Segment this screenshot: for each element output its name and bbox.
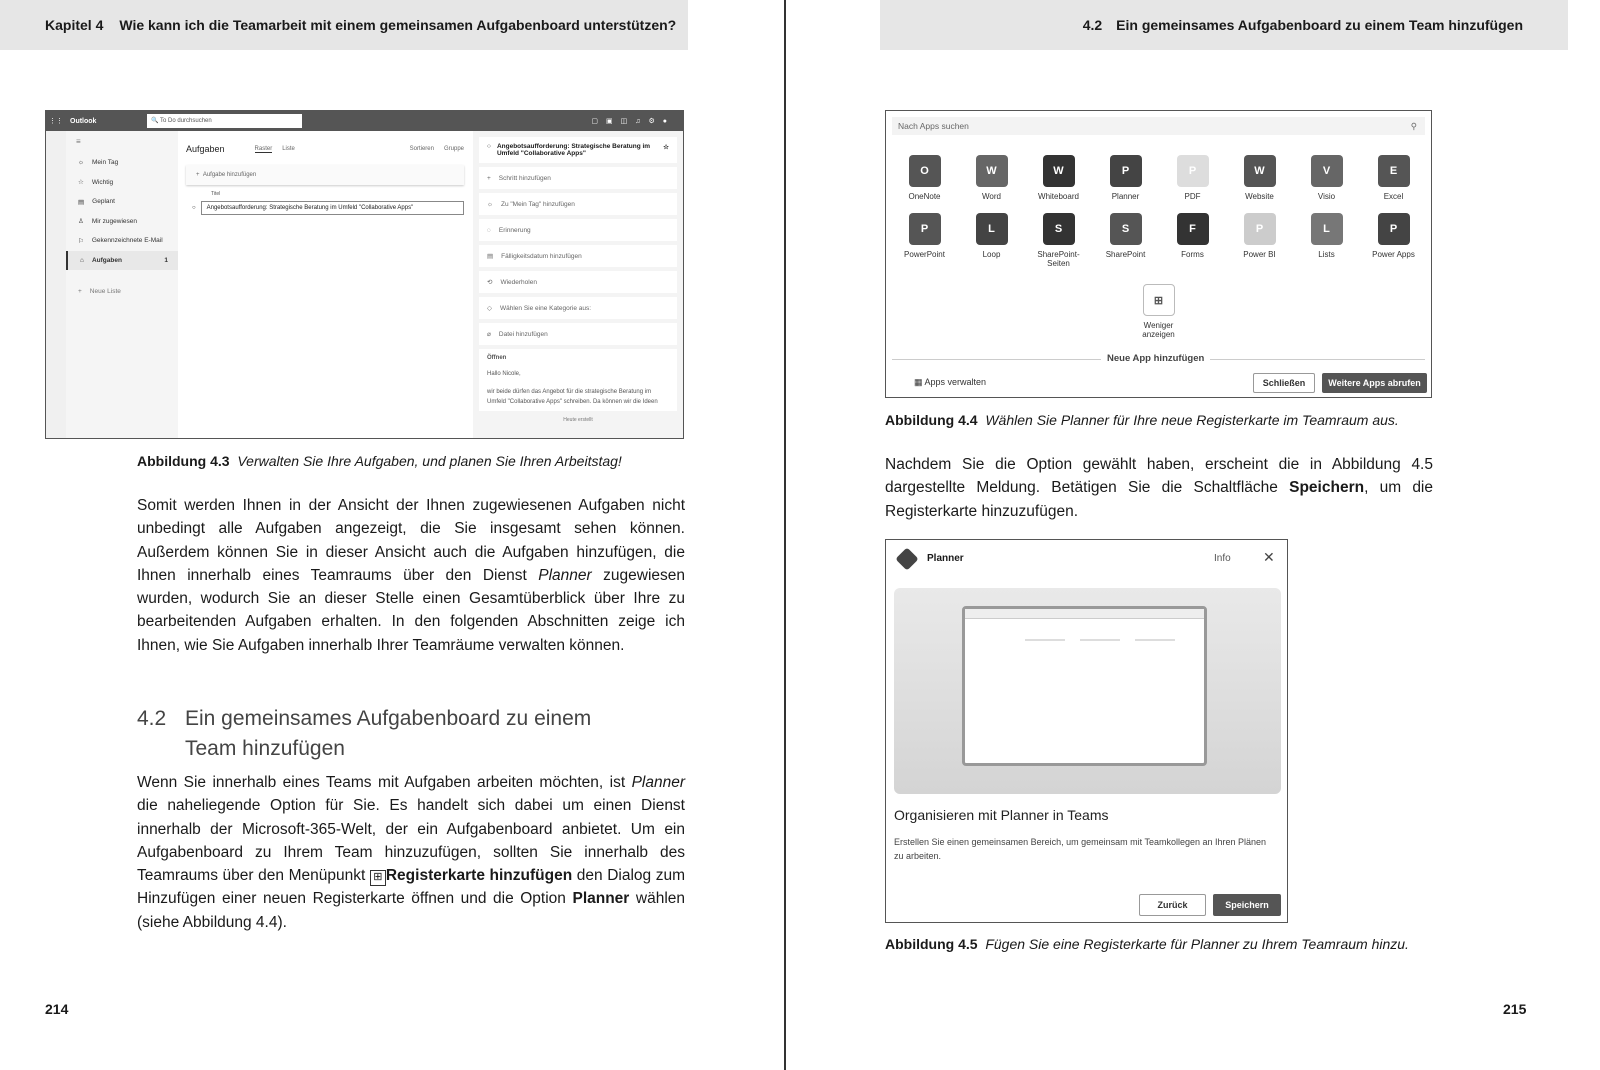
app-label: Planner (1111, 192, 1140, 201)
app-name: Outlook (70, 117, 97, 125)
app-label: SharePoint (1105, 250, 1146, 259)
app-tile-pdf[interactable] (1159, 155, 1226, 201)
add-tab-icon: ⊞ (370, 870, 386, 886)
nav-aufgaben[interactable]: ⌂ Aufgaben 1 (66, 251, 178, 271)
app-tile-forms[interactable] (1159, 213, 1226, 268)
nav-mein-tag[interactable]: ☼ Mein Tag (78, 159, 119, 167)
app-icon: L (1311, 213, 1343, 245)
manage-apps-link[interactable]: ▦ Apps verwalten (914, 377, 987, 387)
close-icon[interactable]: ✕ (1263, 549, 1275, 565)
task-count: 1 (164, 256, 168, 264)
app-icon: V (1311, 155, 1343, 187)
app-tile-whiteboard[interactable] (1025, 155, 1092, 201)
add-file[interactable]: ⌀ Datei hinzufügen (479, 323, 677, 345)
app-search-input[interactable]: Nach Apps suchen ⚲ (892, 117, 1425, 135)
app-icon: W (1043, 155, 1075, 187)
detail-title: Angebotsaufforderung: Strategische Beratung im Umfeld "Collaborative Apps" (496, 143, 651, 157)
app-icon: W (976, 155, 1008, 187)
app-tile-planner[interactable] (1092, 155, 1159, 201)
app-icon: P (909, 213, 941, 245)
dialog-heading: Organisieren mit Planner in Teams (894, 807, 1109, 823)
paragraph-2: Wenn Sie innerhalb eines Teams mit Aufgaben arbeiten möchten, ist Planner die naheliegende Option für Sie. Es handelt sich dabei um einen Dienst innerhalb der Microsoft-365-Welt, der ein Aufgabenboard anbietet. Um ein Aufgabenboard zu Ihrem Team hinzuzufügen, sollten Sie innerhalb des Teamraums über den Menüpunkt ⊞ Registerkarte hinzufügen den Dialog zum Hinzufügen einer neuen Registerkarte öffnen und die Option Planner wählen (siehe Abbildung 4.4). (137, 774, 686, 931)
app-label: Excel (1383, 192, 1404, 201)
menu-icon[interactable]: ≡ (76, 137, 81, 146)
add-task-input[interactable]: + Aufgabe hinzufügen (186, 165, 464, 185)
repeat[interactable]: ⟲ Wiederholen (479, 271, 677, 293)
nav-geplant[interactable]: ▤ Geplant (78, 198, 115, 206)
toolbar-icons[interactable]: ▢▣◫♫⚙● (591, 118, 675, 125)
page-number-left: 214 (45, 1001, 69, 1017)
app-icon: S (1043, 213, 1075, 245)
outlook-topbar (46, 111, 683, 131)
app-label: Word (982, 192, 1001, 201)
section-title-header: Ein gemeinsames Aufgabenboard zu einem Team hinzufügen (1116, 17, 1523, 33)
app-tile-excel[interactable] (1360, 155, 1427, 201)
app-icon: E (1378, 155, 1410, 187)
close-button[interactable]: Schließen (1253, 373, 1315, 393)
todo-sidebar (66, 131, 178, 438)
section-label: 4.2 (1082, 17, 1103, 33)
section-heading: 4.2 Ein gemeinsames Aufgabenboard zu einem Team hinzufügen (137, 707, 592, 760)
app-tile-powerpoint[interactable] (891, 213, 958, 268)
app-label: Website (1245, 192, 1274, 201)
app-icon: L (976, 213, 1008, 245)
app-label: SharePoint-Seiten (1037, 250, 1080, 268)
app-tile-website[interactable] (1226, 155, 1293, 201)
dialog-description: Erstellen Sie einen gemeinsamen Bereich, um gemeinsam mit Teamkollegen an Ihren Plänen zu arbeiten. (894, 837, 1267, 861)
note-greeting: Hallo Nicole, (487, 371, 521, 377)
dialog-app-name: Planner (927, 553, 964, 564)
app-grid (891, 155, 1431, 268)
figure-4-3-caption: Abbildung 4.3 Verwalten Sie Ihre Aufgaben, und planen Sie Ihren Arbeitstag! (137, 453, 622, 469)
show-less-button[interactable]: ⊞ Weniger anzeigen (1125, 284, 1192, 339)
star-icon[interactable]: ☆ (663, 144, 669, 151)
paragraph-1: Somit werden Ihnen in der Ansicht der Ihnen zugewiesenen Aufgaben nicht unbedingt alle Aufgaben angezeigt, die Sie insgesamt sehen können. Außerdem können Sie in dieser Ansicht auch die Aufgaben hinzufügen, die Ihnen innerhalb eines Teamraums über den Dienst Planner zugewiesen wurden, wodurch Sie an dieser Stelle einen Gesamtüberblick über Ihre zu bearbeitenden Aufgaben erhalten. In den folgenden Abschnitten zeige ich Ihnen, wie Sie Aufgaben innerhalb Ihrer Teamräume verwalten können. (137, 497, 685, 654)
app-tile-word[interactable] (958, 155, 1025, 201)
right-running-header (880, 0, 1568, 50)
app-label: Power Apps (1372, 250, 1415, 259)
task-list-pane (186, 139, 464, 215)
app-tile-power-apps[interactable] (1360, 213, 1427, 268)
reminder[interactable]: ◌ Erinnerung (479, 219, 677, 241)
note-body: wir beide dürfen das Angebot für die strategische Beratung im Umfeld "Collaborative Apps" schreiben. Da können wir die Ideen (487, 389, 658, 405)
app-icon: F (1177, 213, 1209, 245)
column-title: Titel (211, 191, 221, 197)
paragraph-3: Nachdem Sie die Option gewählt haben, erscheint die in Abbildung 4.5 dargestellte Meldung. Betätigen Sie die Schaltfläche Speichern, um die Registerkarte hinzuzufügen. (885, 456, 1433, 520)
add-my-day[interactable]: ☼ Zu "Mein Tag" hinzufügen (479, 193, 677, 215)
app-icon: P (1378, 213, 1410, 245)
app-label: PDF (1184, 192, 1201, 201)
figure-app-picker (885, 110, 1432, 398)
app-tile-loop[interactable] (958, 213, 1025, 268)
app-tile-power-bi[interactable] (1226, 213, 1293, 268)
add-step[interactable]: + Schritt hinzufügen (479, 167, 677, 189)
app-label: Lists (1318, 250, 1335, 259)
left-running-header (0, 0, 688, 50)
task-row[interactable]: ○ Angebotsaufforderung: Strategische Beratung im Umfeld "Collaborative Apps" (186, 201, 464, 215)
category[interactable]: ◇ Wählen Sie eine Kategorie aus: (479, 297, 677, 319)
search-placeholder: To Do durchsuchen (160, 118, 212, 124)
search-input[interactable]: 🔍 To Do durchsuchen (147, 114, 302, 128)
new-list-button[interactable]: + Neue Liste (78, 288, 121, 296)
task-detail-pane: ○ Angebotsaufforderung: Strategische Beratung im Umfeld "Collaborative Apps" ☆ + Schritt hinzufügen ☼ Zu "Mein Tag" hinzufügen ◌ Erinnerung ▤ Fälligkeitsdatum hinzufügen ⟲ Wiederholen ◇ Wählen Sie eine Kategorie aus: ⌀ Datei hinzufügen Öffnen Hallo Nicole, wir beide dürfen das Angebot für die strategische Beratung im Umfeld "Collaborative Apps" schreiben. Da können wir die Ideen Heute erstellt (473, 131, 683, 438)
back-button[interactable]: Zurück (1139, 894, 1206, 916)
open-link[interactable]: Öffnen (487, 355, 507, 361)
list-title: Aufgaben (186, 144, 225, 154)
app-label: Forms (1181, 250, 1204, 259)
app-icon: S (1110, 213, 1142, 245)
get-more-apps-button[interactable]: Weitere Apps abrufen (1322, 373, 1427, 393)
app-icon: P (1110, 155, 1142, 187)
due-date[interactable]: ▤ Fälligkeitsdatum hinzufügen (479, 245, 677, 267)
info-link[interactable]: Info (1214, 553, 1231, 564)
save-button[interactable]: Speichern (1213, 894, 1281, 916)
planner-logo-icon (895, 547, 918, 570)
app-icon: P (1244, 213, 1276, 245)
search-icon: ⚲ (1410, 121, 1417, 131)
view-grid-tab[interactable]: Raster (254, 145, 273, 152)
app-label: Visio (1317, 192, 1336, 201)
chapter-title: Wie kann ich die Teamarbeit mit einem gemeinsamen Aufgabenboard unterstützen? (119, 17, 677, 33)
app-tile-sharepoint-seiten[interactable] (1025, 213, 1092, 268)
nav-gekennzeichnet[interactable]: ⚐ Gekennzeichnete E-Mail (78, 237, 163, 245)
add-new-app-label: Neue App hinzufügen (1101, 353, 1210, 364)
page-gutter (784, 0, 786, 1070)
sort-button[interactable]: Sortieren (409, 146, 434, 152)
app-rail (46, 131, 66, 438)
nav-wichtig[interactable]: ☆ Wichtig (78, 178, 114, 187)
planner-preview-image (894, 588, 1281, 794)
app-label: PowerPoint (904, 250, 945, 259)
group-button[interactable]: Gruppe (443, 146, 464, 152)
figure-4-4-caption: Abbildung 4.4 Wählen Sie Planner für Ihre neue Registerkarte im Teamraum aus. (885, 412, 1399, 428)
nav-mir-zugewiesen[interactable]: ♙ Mir zugewiesen (78, 217, 137, 226)
chapter-label: Kapitel 4 (45, 17, 104, 33)
app-launcher-icon: ⋮⋮ (49, 118, 63, 125)
app-label: OneNote (908, 192, 941, 201)
app-label: Power BI (1243, 250, 1276, 259)
figure-4-5-caption: Abbildung 4.5 Fügen Sie eine Registerkarte für Planner zu Ihrem Teamraum hinzu. (885, 936, 1409, 952)
view-list-tab[interactable]: Liste (282, 146, 295, 152)
app-label: Loop (982, 250, 1001, 259)
app-tile-lists[interactable] (1293, 213, 1360, 268)
app-tile-visio[interactable] (1293, 155, 1360, 201)
page-number-right: 215 (1503, 1001, 1527, 1017)
app-label: Whiteboard (1038, 192, 1079, 201)
app-tile-onenote[interactable] (891, 155, 958, 201)
app-tile-sharepoint[interactable] (1092, 213, 1159, 268)
figure-planner-dialog (885, 539, 1288, 923)
app-icon: W (1244, 155, 1276, 187)
app-icon: O (909, 155, 941, 187)
created-footer: Heute erstellt (563, 417, 593, 423)
figure-outlook-todo (45, 110, 684, 439)
app-icon: P (1177, 155, 1209, 187)
